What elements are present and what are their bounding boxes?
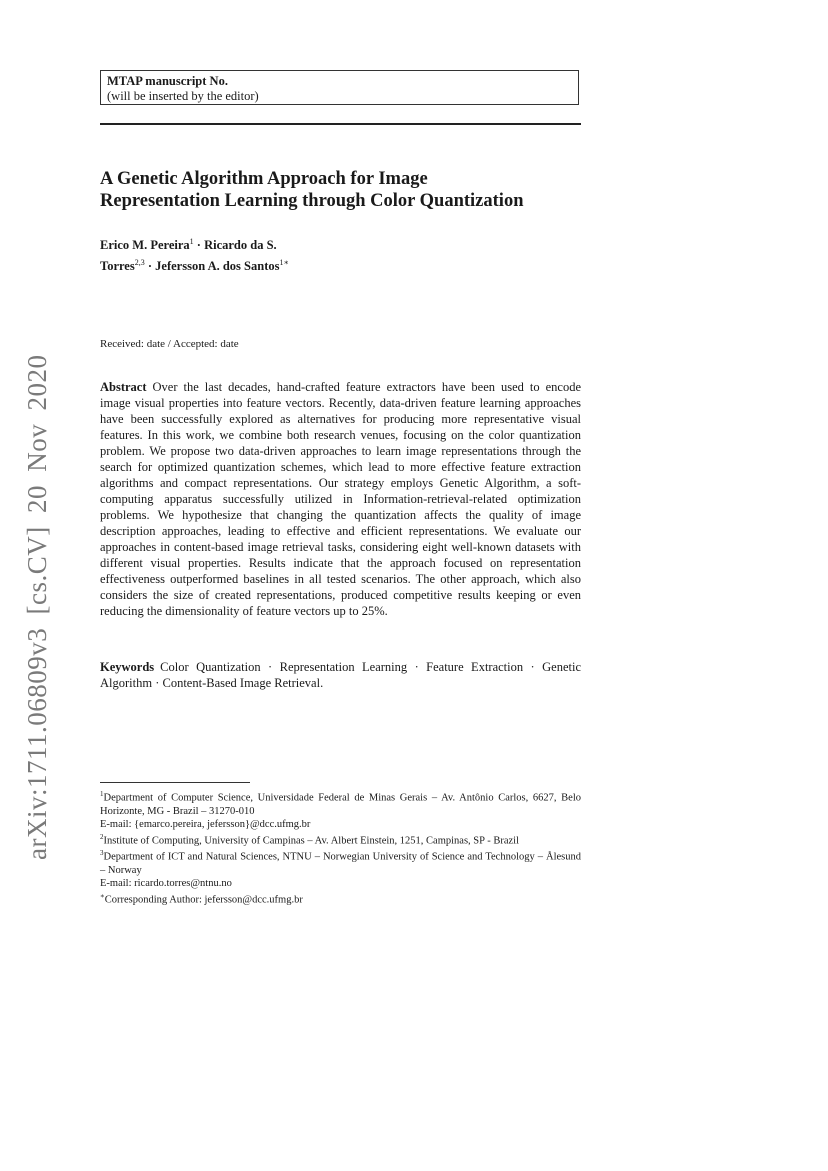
author-affiliation: 1 — [189, 237, 194, 246]
author-line-2 — [100, 254, 570, 275]
author-name: Ricardo da S. — [204, 238, 277, 253]
footnote-text: Corresponding Author: jefersson@dcc.ufmg.br — [104, 894, 303, 905]
footnote-text: Department of ICT and Natural Sciences, NTNU – Norwegian University of Science and Technology – Ålesund – Norway — [100, 851, 581, 876]
title-line-2: Representation Learning through Color Quantization — [100, 191, 524, 211]
footnotes — [100, 788, 581, 906]
footnote-rule — [100, 782, 250, 783]
keywords-text: Color Quantization · Representation Learning · Feature Extraction · Genetic Algorithm · Content-Based Image Retrieval. — [100, 660, 581, 690]
footnote-4 — [100, 890, 581, 907]
footnote-marker: 2 — [100, 832, 104, 841]
arxiv-identifier: arXiv:1711.06809v3 [cs.CV] 20 Nov 2020 — [22, 354, 52, 860]
footnote-1 — [100, 788, 581, 818]
author-name: Torres — [100, 259, 135, 274]
author-affiliation: 1∗ — [279, 258, 289, 268]
footnote-1-email: E-mail: {emarco.pereira, jefersson}@dcc.ufmg.br — [100, 818, 311, 830]
footnote-text: Department of Computer Science, Universidade Federal de Minas Gerais – Av. Antônio Carlos, 6627, Belo Horizonte, MG - Brazil – 31270-010 — [100, 792, 581, 817]
abstract-text: Over the last decades, hand-crafted feature extractors have been used to encode image visual properties into feature vectors. Recently, data-driven feature learning approaches have been successfully explored as alternatives for producing more representative visual features. In this work, we combine both research venues, focusing on the color quantization problem. We propose two data-driven approaches to learn image representations through the search for optimized quantization schemes, which lead to more effective feature extraction algorithms and compact representations. Our strategy employs Genetic Algorithm, a soft-computing apparatus successfully utilized in Information-retrieval-related optimization problems. We hypothesize that changing the quantization affects the quality of image description approaches, leading to effective and efficient representations. We evaluate our approaches in content-based image retrieval tasks, considering eight well-known datasets with different visual properties. Results indicate that the approach focused on representation effectiveness outperformed baselines in all tested scenarios. The other approach, which also considers the size of created representations, produced competitive results keeping or even reducing the dimensionality of feature vectors up to 25%. — [100, 380, 581, 618]
author-separator: · — [144, 259, 156, 274]
footnote-marker: 3 — [100, 849, 104, 857]
footnote-marker: ∗ — [100, 891, 105, 900]
keywords — [100, 659, 581, 691]
footnote-3 — [100, 847, 581, 877]
author-line-1 — [100, 233, 570, 254]
footnote-text: Institute of Computing, University of Campinas – Av. Albert Einstein, 1251, Campinas, SP - Brazil — [103, 835, 519, 846]
footnote-2 — [100, 831, 581, 848]
paper-title — [100, 168, 600, 212]
keywords-label: Keywords — [100, 660, 155, 674]
received-dates: Received: date / Accepted: date — [100, 338, 239, 350]
author-list — [100, 233, 570, 275]
author-name: Erico M. Pereira — [100, 238, 190, 253]
author-separator: · — [193, 238, 205, 253]
abstract-label: Abstract — [100, 380, 147, 394]
author-affiliation: 2,3 — [134, 258, 145, 268]
header-rule — [100, 123, 581, 125]
footnote-marker: 1 — [100, 790, 104, 798]
footnote-3-email: E-mail: ricardo.torres@ntnu.no — [100, 877, 232, 889]
abstract — [100, 379, 581, 619]
editor-box — [100, 70, 579, 105]
author-name: Jefersson A. dos Santos — [155, 259, 280, 274]
manuscript-number: MTAP manuscript No. — [107, 74, 228, 88]
title-line-1: A Genetic Algorithm Approach for Image — [100, 169, 428, 189]
editor-note: (will be inserted by the editor) — [107, 89, 259, 103]
